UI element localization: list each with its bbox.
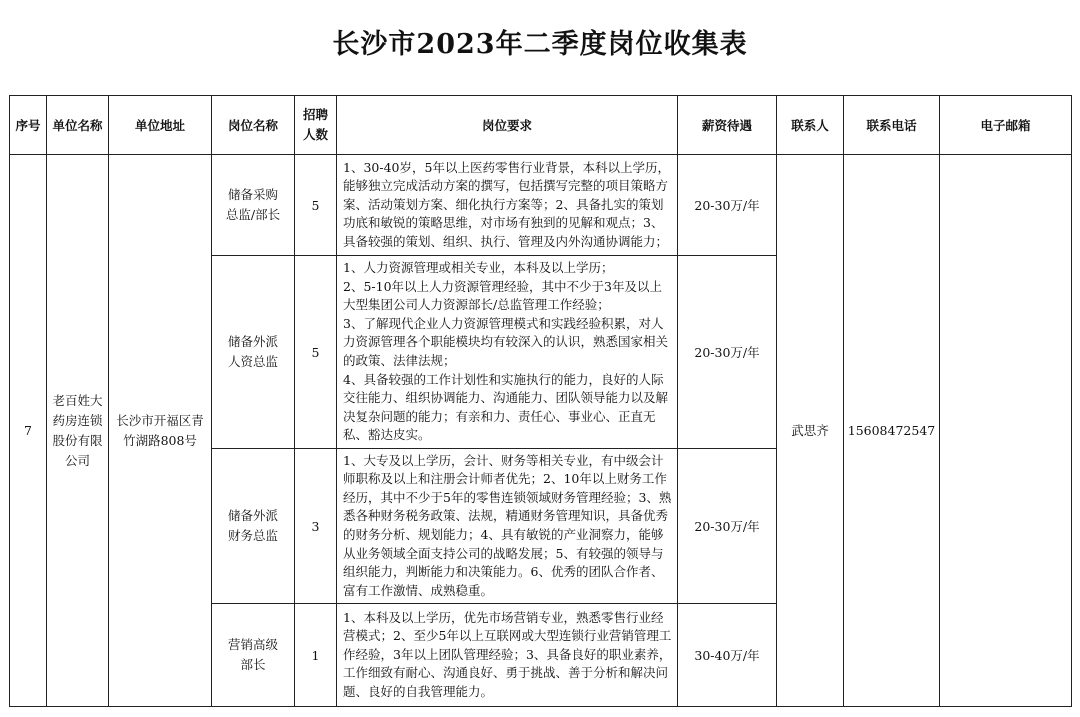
cell-position-name: 储备采购总监/部长 (212, 155, 295, 256)
header-company: 单位名称 (47, 96, 109, 155)
cell-salary: 20-30万/年 (678, 449, 777, 604)
table-row (10, 155, 1072, 256)
cell-position-count: 5 (295, 155, 337, 256)
cell-position-count: 5 (295, 256, 337, 449)
requirement-text: 4、具备较强的工作计划性和实施执行的能力，良好的人际交往能力、组织协调能力、沟通能力、团队领导能力以及解决复杂问题的能力；有亲和力、责任心、事业心、正直无私、豁达皮实。 (343, 371, 669, 443)
cell-contact: 武思齐 (777, 155, 844, 707)
requirement-text: 1、本科及以上学历，优先市场营销专业，熟悉零售行业经营模式；2、至少5年以上互联网或大型连锁行业营销管理工作经验，3年以上团队管理经验；3、具备良好的职业素养，工作细致有耐心、沟通良好、勇于挑战、善于分析和解决问题、良好的自我管理能力。 (343, 609, 672, 699)
cell-address: 长沙市开福区青竹湖路808号 (109, 155, 212, 707)
header-address: 单位地址 (109, 96, 212, 155)
cell-salary: 30-40万/年 (678, 604, 777, 707)
header-position: 岗位名称 (212, 96, 295, 155)
header-salary: 薪资待遇 (678, 96, 777, 155)
job-table (9, 95, 1072, 707)
cell-salary: 20-30万/年 (678, 155, 777, 256)
cell-position-name: 储备外派财务总监 (212, 449, 295, 604)
cell-position-name: 营销高级部长 (212, 604, 295, 707)
cell-email (940, 155, 1072, 707)
requirement-text: 1、人力资源管理或相关专业，本科及以上学历； (343, 260, 614, 276)
header-contact: 联系人 (777, 96, 844, 155)
requirement-text: 1、30-40岁，5年以上医药零售行业背景，本科以上学历，能够独立完成活动方案的撰写，包括撰写完整的项目策略方案、活动策划方案、细化执行方案等；2、具备扎实的策划功底和敏锐的策略思维，对市场有独到的见解和观点；3、具备较强的策划、组织、执行、管理及内外沟通协调能力； (343, 159, 670, 249)
cell-index: 7 (10, 155, 47, 707)
header-requirements: 岗位要求 (337, 96, 678, 155)
page-title: 长沙市2023年二季度岗位收集表 (332, 29, 748, 60)
cell-position-count: 1 (295, 604, 337, 707)
cell-position-count: 3 (295, 449, 337, 604)
cell-requirements (337, 155, 678, 256)
cell-salary: 20-30万/年 (678, 256, 777, 449)
header-count: 招聘人数 (295, 96, 337, 155)
header-row (10, 96, 1072, 155)
header-phone: 联系电话 (844, 96, 940, 155)
header-index: 序号 (10, 96, 47, 155)
cell-requirements (337, 604, 678, 707)
cell-requirements (337, 449, 678, 604)
header-email: 电子邮箱 (940, 96, 1072, 155)
cell-phone: 15608472547 (844, 155, 940, 707)
requirement-text: 3、了解现代企业人力资源管理模式和实践经验积累，对人力资源管理各个职能模块均有较深入的认识，熟悉国家相关的政策、法律法规； (343, 315, 669, 368)
requirement-text: 2、5-10年以上人力资源管理经验，其中不少于3年及以上大型集团公司人力资源部长/总监管理工作经验； (343, 278, 662, 313)
cell-position-name: 储备外派人资总监 (212, 256, 295, 449)
cell-requirements (337, 256, 678, 449)
cell-company: 老百姓大药房连锁股份有限公司 (47, 155, 109, 707)
requirement-text: 1、大专及以上学历，会计、财务等相关专业，有中级会计师职称及以上和注册会计师者优先；2、10年以上财务工作经历，其中不少于5年的零售连锁领域财务管理经验；3、熟悉各种财务税务政策、法规，精通财务管理知识，具备优秀的财务分析、规划能力；4、具有敏锐的产业洞察力，能够从业务领域全面支持公司的战略发展；5、有较强的领导与组织能力，判断能力和决策能力。6、优秀的团队合作者、富有工作激情、成熟稳重。 (343, 452, 672, 598)
